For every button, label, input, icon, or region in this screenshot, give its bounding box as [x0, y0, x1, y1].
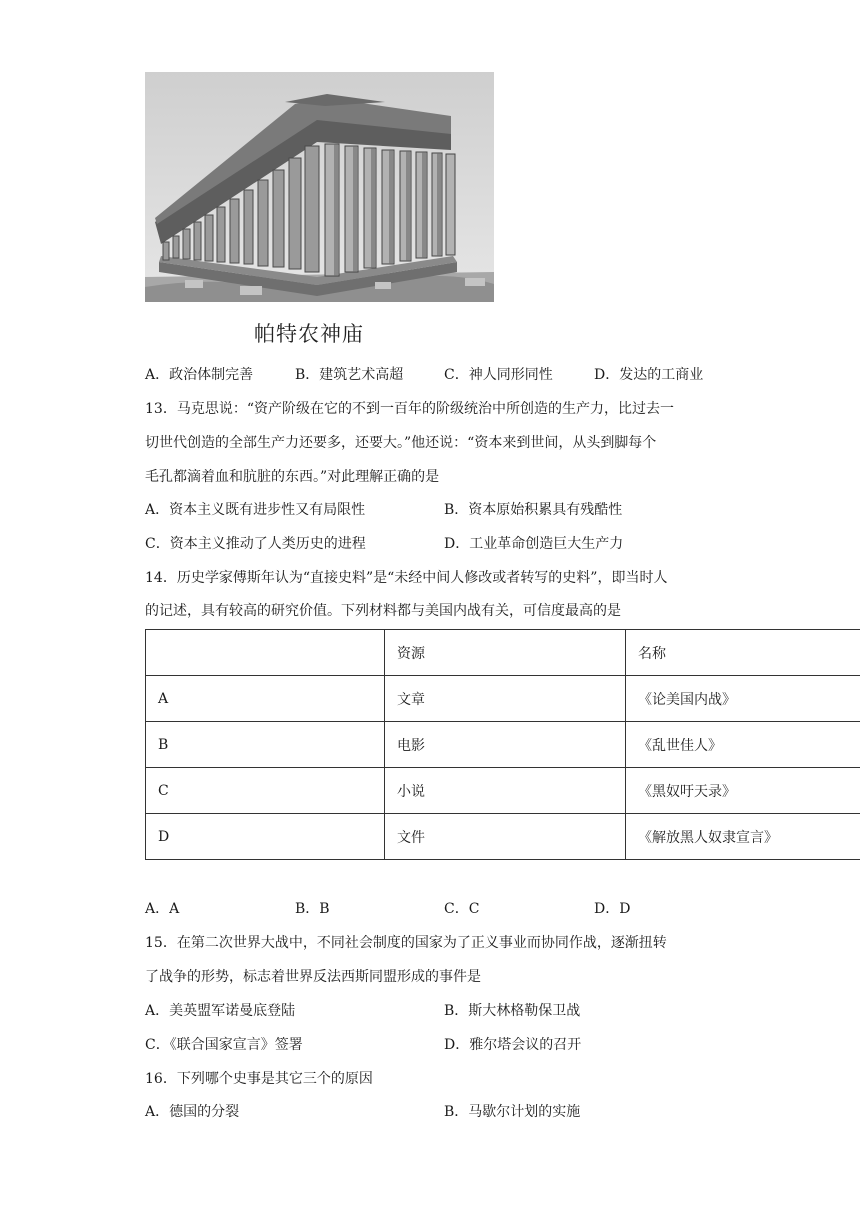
q16-option-b[interactable]: B．马歇尔计划的实施: [444, 1104, 581, 1120]
figure-caption: 帕特农神庙: [254, 322, 364, 346]
q12-option-a[interactable]: A．政治体制完善: [145, 367, 254, 383]
table-header-cell: [146, 630, 385, 676]
table-cell: 《黑奴吁天录》: [626, 768, 860, 814]
table-header-cell: 资源: [385, 630, 626, 676]
q14-stem-line-2: 的记述，具有较高的研究价值。下列材料都与美国内战有关，可信度最高的是: [145, 603, 621, 619]
table-cell: 《解放黑人奴隶宣言》: [626, 814, 860, 860]
q13-option-a[interactable]: A．资本主义既有进步性又有局限性: [145, 502, 366, 518]
q14-stem-line-1: 14．历史学家傅斯年认为“直接史料”是“未经中间人修改或者转写的史料”，即当时人: [145, 570, 668, 586]
table-cell: 《乱世佳人》: [626, 722, 860, 768]
q13-stem-line-1: 13．马克思说：“资产阶级在它的不到一百年的阶级统治中所创造的生产力，比过去一: [145, 401, 674, 417]
q15-option-a[interactable]: A．美英盟军诺曼底登陆: [145, 1003, 296, 1019]
table-cell: C: [146, 768, 385, 814]
q15-stem-line-1: 15．在第二次世界大战中，不同社会制度的国家为了正义事业而协同作战，逐渐扭转: [145, 935, 667, 951]
q15-option-d[interactable]: D．雅尔塔会议的召开: [444, 1037, 582, 1053]
table-row: [146, 768, 860, 814]
source-table: [145, 629, 860, 860]
table-cell: 文件: [385, 814, 626, 860]
q13-stem-line-3: 毛孔都滴着血和肮脏的东西。”对此理解正确的是: [145, 469, 440, 485]
table-cell: B: [146, 722, 385, 768]
q13-option-b[interactable]: B．资本原始积累具有残酷性: [444, 502, 623, 518]
parthenon-photo: [145, 72, 494, 302]
q13-option-c[interactable]: C．资本主义推动了人类历史的进程: [145, 536, 366, 552]
q14-option-d[interactable]: D．D: [594, 901, 631, 917]
q14-option-a[interactable]: A．A: [145, 901, 180, 917]
table-cell: 文章: [385, 676, 626, 722]
q14-option-b[interactable]: B．B: [295, 901, 330, 917]
q15-stem-line-2: 了战争的形势，标志着世界反法西斯同盟形成的事件是: [145, 969, 481, 985]
q12-option-d[interactable]: D．发达的工商业: [594, 367, 704, 383]
table-row: [146, 676, 860, 722]
q12-option-b[interactable]: B．建筑艺术高超: [295, 367, 404, 383]
table-header-cell: 名称: [626, 630, 860, 676]
table-header-row: [146, 630, 860, 676]
q13-option-d[interactable]: D．工业革命创造巨大生产力: [444, 536, 624, 552]
table-cell: 《论美国内战》: [626, 676, 860, 722]
table-cell: 电影: [385, 722, 626, 768]
table-row: [146, 814, 860, 860]
q14-option-c[interactable]: C．C: [444, 901, 480, 917]
table-cell: A: [146, 676, 385, 722]
table-cell: D: [146, 814, 385, 860]
q15-option-b[interactable]: B．斯大林格勒保卫战: [444, 1003, 581, 1019]
table-cell: 小说: [385, 768, 626, 814]
q12-option-c[interactable]: C．神人同形同性: [444, 367, 553, 383]
q15-option-c[interactable]: C．《联合国家宣言》签署: [145, 1037, 303, 1053]
q13-stem-line-2: 切世代创造的全部生产力还要多，还要大。”他还说：“资本来到世间，从头到脚每个: [145, 435, 657, 451]
q16-option-a[interactable]: A．德国的分裂: [145, 1104, 240, 1120]
q16-stem-line-1: 16．下列哪个史事是其它三个的原因: [145, 1071, 373, 1087]
table-row: [146, 722, 860, 768]
